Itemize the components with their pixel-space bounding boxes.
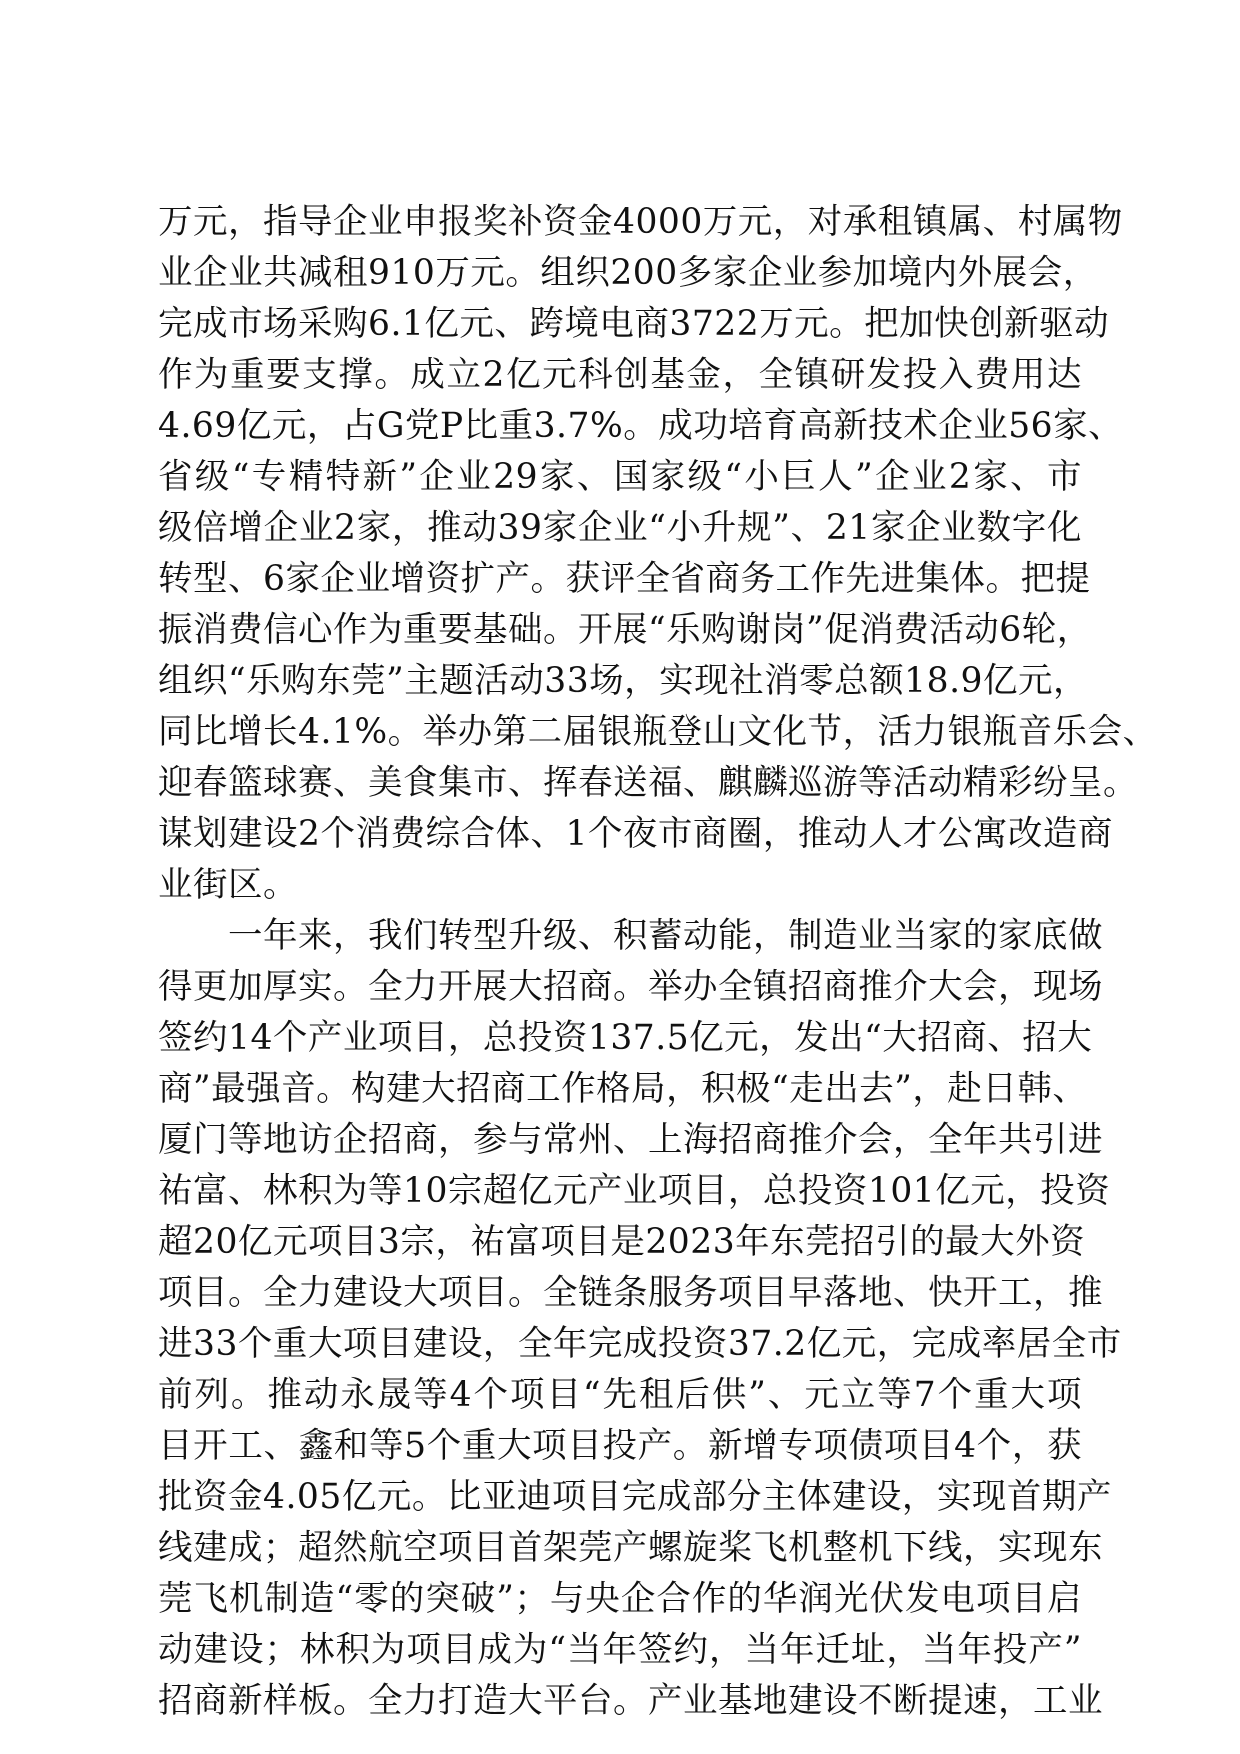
paragraph-1 [158,197,1158,911]
text-line: 商”最强音。构建大招商工作格局，积极“走出去”，赴日韩、 [158,1069,1088,1109]
text-line: 同比增长4.1%。举办第二届银瓶登山文化节，活力银瓶音乐会、 [158,712,1158,752]
text-line: 目开工、鑫和等5个重大项目投产。新增专项债项目4个，获 [158,1426,1082,1466]
text-line: 转型、6家企业增资扩产。获评全省商务工作先进集体。把提 [158,559,1091,599]
text-line: 一年来，我们转型升级、积蓄动能，制造业当家的家底做 [158,916,1103,956]
text-line: 进33个重大项目建设，全年完成投资37.2亿元，完成率居全市 [158,1324,1122,1364]
text-line: 莞飞机制造“零的突破”；与央企合作的华润光伏发电项目启 [158,1579,1082,1619]
text-line: 业企业共减租910万元。组织200多家企业参加境内外展会， [158,253,1098,293]
text-line: 万元，指导企业申报奖补资金4000万元，对承租镇属、村属物 [158,202,1123,242]
text-line: 组织“乐购东莞”主题活动33场，实现社消零总额18.9亿元， [158,661,1088,701]
text-line: 超20亿元项目3宗，祐富项目是2023年东莞招引的最大外资 [158,1222,1086,1262]
text-line: 省级“专精特新”企业29家、国家级“小巨人”企业2家、市 [158,457,1082,497]
text-line: 振消费信心作为重要基础。开展“乐购谢岗”促消费活动6轮， [158,610,1092,650]
text-line: 4.69亿元，占G党P比重3.7%。成功培育高新技术企业56家、 [158,406,1124,446]
text-line: 完成市场采购6.1亿元、跨境电商3722万元。把加快创新驱动 [158,304,1110,344]
text-line: 签约14个产业项目，总投资137.5亿元，发出“大招商、招大 [158,1018,1093,1058]
text-line: 迎春篮球赛、美食集市、挥春送福、麒麟巡游等活动精彩纷呈。 [158,763,1138,803]
text-line: 前列。推动永晟等4个项目“先租后供”、元立等7个重大项 [158,1375,1082,1415]
body-text [158,197,1158,1727]
text-line: 级倍增企业2家，推动39家企业“小升规”、21家企业数字化 [158,508,1082,548]
text-line: 招商新样板。全力打造大平台。产业基地建设不断提速，工业 [158,1681,1103,1721]
text-line: 业街区。 [158,865,298,905]
text-line: 谋划建设2个消费综合体、1个夜市商圈，推动人才公寓改造商 [158,814,1113,854]
paragraph-2 [158,911,1122,1727]
text-line: 批资金4.05亿元。比亚迪项目完成部分主体建设，实现首期产 [158,1477,1112,1517]
text-line: 线建成；超然航空项目首架莞产螺旋桨飞机整机下线，实现东 [158,1528,1103,1568]
text-line: 项目。全力建设大项目。全链条服务项目早落地、快开工，推 [158,1273,1103,1313]
text-line: 动建设；林积为项目成为“当年签约，当年迁址，当年投产” [158,1630,1082,1670]
text-line: 祐富、林积为等10宗超亿元产业项目，总投资101亿元，投资 [158,1171,1111,1211]
text-line: 厦门等地访企招商，参与常州、上海招商推介会，全年共引进 [158,1120,1103,1160]
text-line: 作为重要支撑。成立2亿元科创基金，全镇研发投入费用达 [158,355,1082,395]
text-line: 得更加厚实。全力开展大招商。举办全镇招商推介大会，现场 [158,967,1103,1007]
